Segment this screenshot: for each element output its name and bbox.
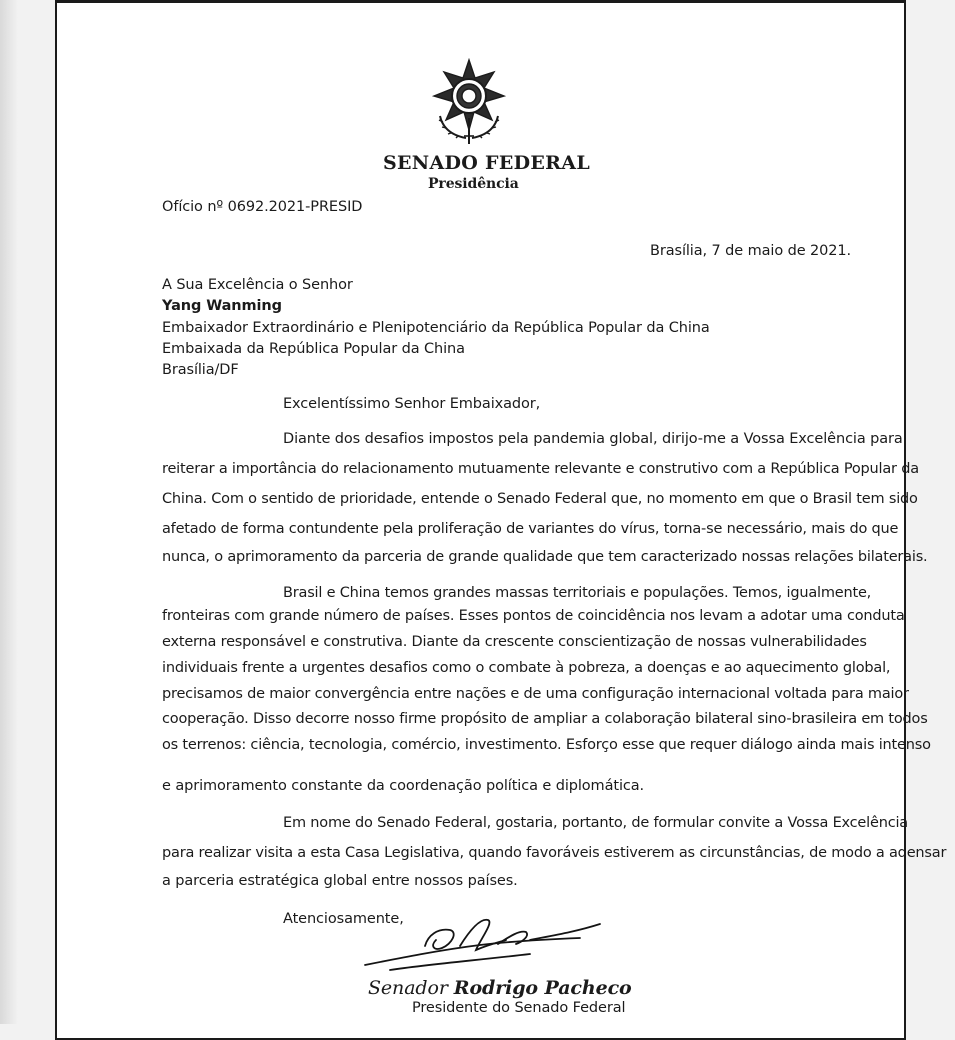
paragraph-line: a parceria estratégica global entre nossos países. <box>162 873 518 889</box>
closing: Atenciosamente, <box>283 911 404 927</box>
recipient-line: Embaixador Extraordinário e Plenipotenciário da República Popular da China <box>162 320 710 336</box>
brazil-coat-of-arms-icon <box>430 58 508 146</box>
signer-title: Senador <box>368 977 448 999</box>
recipient-line: Embaixada da República Popular da China <box>162 341 465 357</box>
paragraph-line: e aprimoramento constante da coordenação política e diplomática. <box>162 778 645 794</box>
signer-fullname: Rodrigo Pacheco <box>453 977 632 999</box>
paragraph-line: fronteiras com grande número de países. Esses pontos de coincidência nos levam a adotar uma conduta <box>162 608 905 624</box>
paragraph-line: Diante dos desafios impostos pela pandemia global, dirijo-me a Vossa Excelência para <box>283 431 903 447</box>
recipient-line: Brasília/DF <box>162 362 239 378</box>
handwritten-signature <box>330 910 630 980</box>
paragraph-line: individuais frente a urgentes desafios como o combate à pobreza, a doenças e ao aquecimento global, <box>162 660 891 676</box>
paragraph-line: externa responsável e construtiva. Diante da crescente conscientização de nossas vulnerabilidades <box>162 634 867 650</box>
paragraph-line: nunca, o aprimoramento da parceria de grande qualidade que tem caracterizado nossas relações bilaterais. <box>162 549 928 565</box>
paragraph-line: Brasil e China temos grandes massas territoriais e populações. Temos, igualmente, <box>283 585 872 601</box>
paragraph-line: precisamos de maior convergência entre nações e de uma configuração internacional voltada para maior <box>162 686 909 702</box>
department-subtitle: Presidência <box>428 176 519 192</box>
paragraph-line: os terrenos: ciência, tecnologia, comércio, investimento. Esforço esse que requer diálogo ainda mais intenso <box>162 737 931 753</box>
paragraph-line: reiterar a importância do relacionamento mutuamente relevante e construtivo com a República Popular da <box>162 461 919 477</box>
paragraph-line: cooperação. Disso decorre nosso firme propósito de ampliar a colaboração bilateral sino-brasileira em todos <box>162 711 928 727</box>
paragraph-line: Em nome do Senado Federal, gostaria, portanto, de formular convite a Vossa Excelência <box>283 815 908 831</box>
letter-date: Brasília, 7 de maio de 2021. <box>650 243 852 259</box>
recipient-line: A Sua Excelência o Senhor <box>162 277 353 293</box>
paragraph-line: para realizar visita a esta Casa Legislativa, quando favoráveis estiverem as circunstâncias, de modo a adensar <box>162 845 947 861</box>
signer-role: Presidente do Senado Federal <box>412 1000 626 1016</box>
salutation: Excelentíssimo Senhor Embaixador, <box>283 396 541 412</box>
paragraph-line: afetado de forma contundente pela proliferação de variantes do vírus, torna-se necessário, mais do que <box>162 521 899 537</box>
paragraph-line: China. Com o sentido de prioridade, entende o Senado Federal que, no momento em que o Brasil tem sido <box>162 491 918 507</box>
signer-name <box>368 977 632 999</box>
institution-title: SENADO FEDERAL <box>383 152 590 174</box>
recipient-name: Yang Wanming <box>162 298 282 314</box>
letter-reference: Ofício nº 0692.2021-PRESID <box>162 199 363 215</box>
page-edge-shadow <box>0 0 18 1024</box>
